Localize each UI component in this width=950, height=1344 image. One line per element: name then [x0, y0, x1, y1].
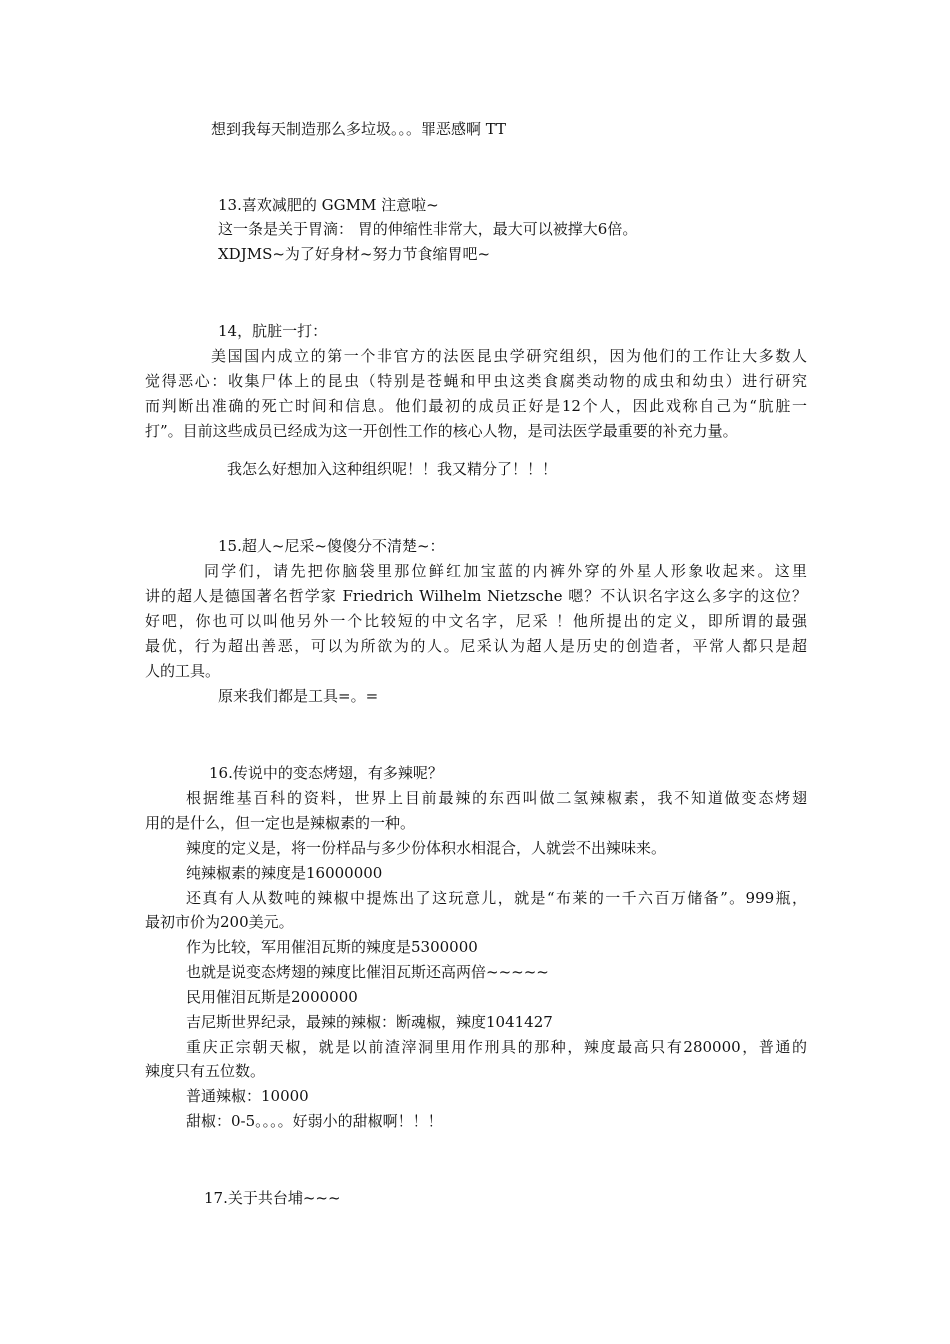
text-line: 吉尼斯世界纪录，最辣的辣椒：断魂椒，辣度1041427 [186, 1013, 553, 1031]
section-17-title: 17.关于共台埔~~~ [204, 1189, 341, 1207]
text-line: 打”。目前这些成员已经成为这一开创性工作的核心人物，是司法医学最重要的补充力量。 [145, 422, 738, 440]
text-line: 人的工具。 [145, 662, 221, 680]
text-line: XDJMS~为了好身材~努力节食缩胃吧~ [218, 245, 491, 263]
text-line: 也就是说变态烤翅的辣度比催泪瓦斯还高两倍~~~~~ [186, 963, 549, 981]
text-line: 辣度的定义是，将一份样品与多少份体积水相混合，人就尝不出辣味来。 [186, 839, 667, 857]
text-line: 讲的超人是德国著名哲学家 Friedrich Wilhelm Nietzsche 嗯？不认识名字这么多字的这位？ [145, 587, 807, 605]
text-line: 我怎么好想加入这种组织呢！！我又精分了！！！ [227, 460, 558, 478]
text-line: 还真有人从数吨的辣椒中提炼出了这玩意儿，就是“布莱的一千六百万储备”。999瓶， [186, 889, 807, 907]
text-line: 用的是什么，但一定也是辣椒素的一种。 [145, 814, 416, 832]
section-13-title: 13.喜欢减肥的 GGMM 注意啦~ [218, 196, 439, 214]
text-line: 根据维基百科的资料，世界上目前最辣的东西叫做二氢辣椒素，我不知道做变态烤翅 [186, 789, 807, 807]
text-line: 纯辣椒素的辣度是16000000 [186, 864, 383, 882]
text-line: 觉得恶心：收集尸体上的昆虫（特别是苍蝇和甲虫这类食腐类动物的成虫和幼虫）进行研究 [145, 372, 807, 390]
text-line: 普通辣椒：10000 [186, 1087, 309, 1105]
text-line: 这一条是关于胃滴： 胃的伸缩性非常大，最大可以被撑大6倍。 [218, 220, 638, 238]
text-line: 同学们，请先把你脑袋里那位鲜红加宝蓝的内裤外穿的外星人形象收起来。这里 [204, 562, 807, 580]
section-14-title: 14，肮脏一打： [218, 322, 328, 340]
text-line: 美国国内成立的第一个非官方的法医昆虫学研究组织，因为他们的工作让大多数人 [211, 347, 807, 365]
text-line: 辣度只有五位数。 [145, 1062, 266, 1080]
text-line: 重庆正宗朝天椒，就是以前渣滓洞里用作刑具的那种，辣度最高只有280000，普通的 [186, 1038, 807, 1056]
text-line: 想到我每天制造那么多垃圾。。。罪恶感啊 TT [211, 120, 507, 138]
section-16-title: 16.传说中的变态烤翅，有多辣呢？ [209, 764, 443, 782]
text-line: 民用催泪瓦斯是2000000 [186, 988, 358, 1006]
text-line: 好吧，你也可以叫他另外一个比较短的中文名字，尼采 ！他所提出的定义，即所谓的最强 [145, 612, 807, 630]
text-line: 甜椒：0-5。。。。好弱小的甜椒啊！！！ [186, 1112, 443, 1130]
text-line: 最优，行为超出善恶，可以为所欲为的人。尼采认为超人是历史的创造者，平常人都只是超 [145, 637, 807, 655]
text-line: 最初市价为200美元。 [145, 913, 294, 931]
text-line: 作为比较，军用催泪瓦斯的辣度是5300000 [186, 938, 478, 956]
section-15-title: 15.超人~尼采~傻傻分不清楚~： [218, 537, 445, 555]
text-line: 而判断出准确的死亡时间和信息。他们最初的成员正好是12个人，因此戏称自己为“肮脏一 [145, 397, 807, 415]
text-line: 原来我们都是工具=。= [218, 687, 379, 705]
